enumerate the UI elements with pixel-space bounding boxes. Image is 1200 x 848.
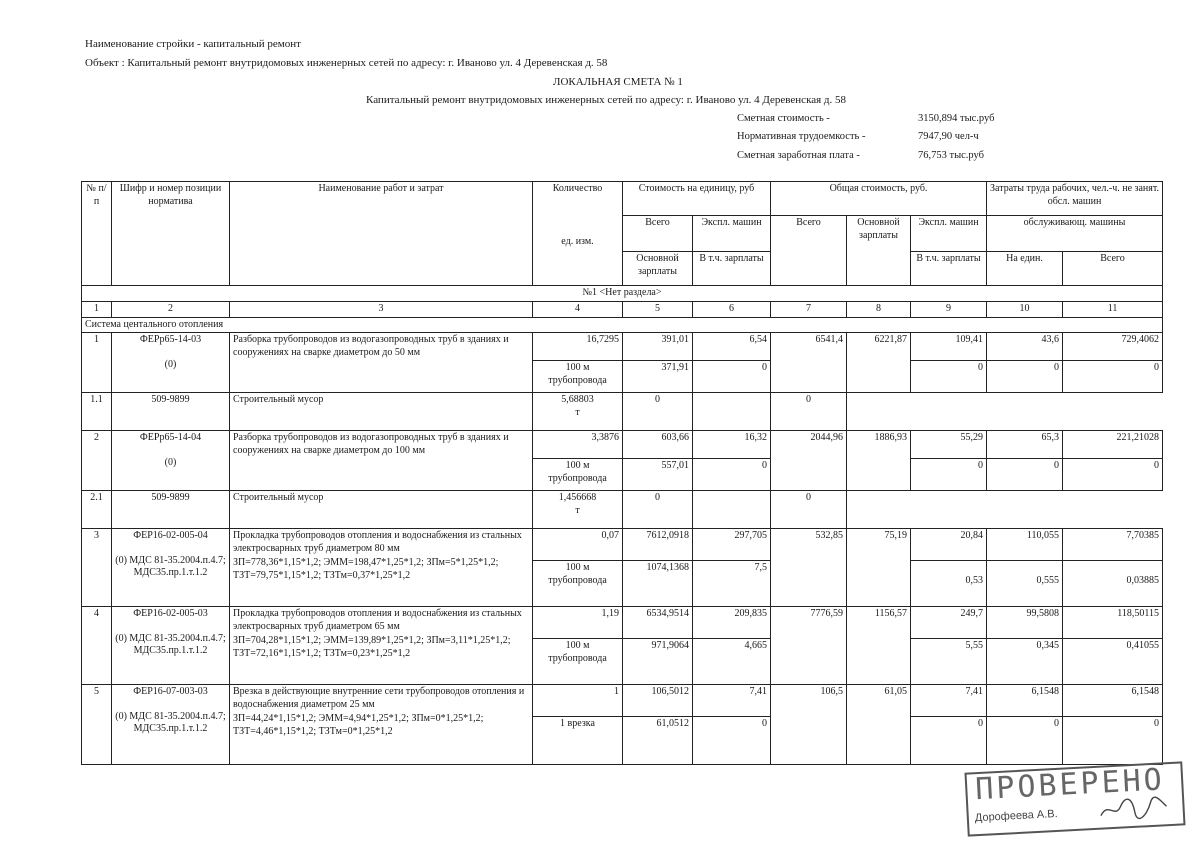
cell: 557,01	[623, 459, 693, 491]
row-code: ФЕР16-02-005-03 (0) МДС 81-35.2004.п.4.7; МДС35.пр.1.т.1.2	[112, 607, 230, 685]
col-number: 3	[230, 302, 533, 318]
cell: 0	[693, 717, 771, 765]
col-head-total: Всего	[771, 216, 847, 286]
row-unit: 100 м трубопровода	[533, 361, 623, 393]
cell: 971,9064	[623, 639, 693, 685]
cell: 55,29	[911, 431, 987, 459]
stamp-title: ПРОВЕРЕНО	[974, 762, 1166, 808]
cell: 603,66	[623, 431, 693, 459]
table-row	[82, 333, 1163, 361]
cell: 0,03885	[1063, 561, 1163, 607]
col-number: 4	[533, 302, 623, 318]
cell: 16,32	[693, 431, 771, 459]
col-head-unit: ед. изм.	[533, 216, 623, 286]
col-head-total-machines: Экспл. машин	[911, 216, 987, 252]
col-number: 11	[1063, 302, 1163, 318]
row-qty: 3,3876	[533, 431, 623, 459]
cell: 6,1548	[987, 685, 1063, 717]
col-number: 6	[693, 302, 771, 318]
cell: 7612,0918	[623, 529, 693, 561]
cell: 7,70385	[1063, 529, 1163, 561]
cell: 0,53	[911, 561, 987, 607]
row-name: Прокладка трубопроводов отопления и водоснабжения из стальных электросварных труб диаметром 80 мм ЗП=778,36*1,15*1,2; ЭММ=198,47*1,25*1,2; ЗПм=5*1,25*1,2; ТЗТ=79,75*1,15*1,2; ТЗТм=0,37*1,25*1,2	[230, 529, 533, 607]
summary-cost-label: Сметная стоимость -	[737, 113, 830, 124]
col-head-qty: Количество	[533, 182, 623, 216]
column-numbers-row	[82, 302, 1163, 318]
table-row	[82, 491, 1163, 529]
cell: 0	[987, 459, 1063, 491]
col-head-per-unit: На един.	[987, 252, 1063, 286]
row-no: 2.1	[82, 491, 112, 529]
row-name: Прокладка трубопроводов отопления и водоснабжения из стальных электросварных труб диаметром 65 мм ЗП=704,28*1,15*1,2; ЭММ=139,89*1,25*1,2; ЗПм=3,11*1,25*1,2; ТЗТ=72,16*1,15*1,2; ТЗТм=0,23*1,25*1,2	[230, 607, 533, 685]
cell: 99,5808	[987, 607, 1063, 639]
cell: 7,41	[693, 685, 771, 717]
cell: 2044,96	[771, 431, 847, 491]
cell: 109,41	[911, 333, 987, 361]
cell: 391,01	[623, 333, 693, 361]
row-name: Строительный мусор	[230, 393, 533, 431]
cell: 532,85	[771, 529, 847, 607]
cell: 5,55	[911, 639, 987, 685]
row-no: 4	[82, 607, 112, 685]
estimate-table	[81, 181, 1163, 765]
cell: 6,54	[693, 333, 771, 361]
row-no: 2	[82, 431, 112, 491]
row-code: ФЕРр65-14-03 (0)	[112, 333, 230, 393]
row-no: 5	[82, 685, 112, 765]
signature-icon	[1098, 794, 1169, 822]
col-head-code: Шифр и номер позиции норматива	[112, 182, 230, 286]
cell: 249,7	[911, 607, 987, 639]
col-head-total-incl-wage: В т.ч. зарплаты	[911, 252, 987, 286]
summary-labor-label: Нормативная трудоемкость -	[737, 131, 866, 142]
cell: 61,05	[847, 685, 911, 765]
table-row	[82, 607, 1163, 639]
verification-stamp	[964, 761, 1185, 836]
cell: 1156,57	[847, 607, 911, 685]
col-number: 10	[987, 302, 1063, 318]
cell: 209,835	[693, 607, 771, 639]
row-qty: 1	[533, 685, 623, 717]
stamp-name: Дорофеева А.В.	[974, 807, 1058, 825]
cell: 6,1548	[1063, 685, 1163, 717]
construction-name: Наименование стройки - капитальный ремонт	[85, 38, 301, 50]
cell: 20,84	[911, 529, 987, 561]
cell: 7776,59	[771, 607, 847, 685]
row-qty: 16,7295	[533, 333, 623, 361]
cell: 7,41	[911, 685, 987, 717]
cell: 0	[771, 491, 847, 529]
row-no: 1	[82, 333, 112, 393]
row-name: Строительный мусор	[230, 491, 533, 529]
section-label: №1 <Нет раздела>	[82, 286, 1163, 302]
cell: 0	[693, 361, 771, 393]
row-qty-unit: 1,456668 т	[533, 491, 623, 529]
table-row	[82, 393, 1163, 431]
cell: 7,5	[693, 561, 771, 607]
cell: 61,0512	[623, 717, 693, 765]
cell: 0	[1063, 459, 1163, 491]
cell: 371,91	[623, 361, 693, 393]
col-head-unit-total: Всего	[623, 216, 693, 252]
col-head-base-wage: Основной зарплаты	[847, 216, 911, 286]
document-title: ЛОКАЛЬНАЯ СМЕТА № 1	[553, 76, 683, 88]
cell: 0	[623, 393, 693, 431]
cell: 4,665	[693, 639, 771, 685]
col-head-unit-incl-wage: В т.ч. зарплаты	[693, 252, 771, 286]
cell: 0	[1063, 361, 1163, 393]
table-row	[82, 685, 1163, 717]
row-code: 509-9899	[112, 393, 230, 431]
summary-cost-value: 3150,894 тыс.руб	[918, 113, 995, 124]
row-qty: 1,19	[533, 607, 623, 639]
cell: 1886,93	[847, 431, 911, 491]
row-name: Разборка трубопроводов из водогазопроводных труб в зданиях и сооружениях на сварке диаметром до 100 мм	[230, 431, 533, 491]
table-row	[82, 529, 1163, 561]
cell: 110,055	[987, 529, 1063, 561]
cell: 1074,1368	[623, 561, 693, 607]
row-unit: 100 м трубопровода	[533, 639, 623, 685]
row-name: Разборка трубопроводов из водогазопроводных труб в зданиях и сооружениях на сварке диаметром до 50 мм	[230, 333, 533, 393]
cell: 6541,4	[771, 333, 847, 393]
col-head-labor: Затраты труда рабочих, чел.-ч. не занят. обсл. машин	[987, 182, 1163, 216]
cell: 118,50115	[1063, 607, 1163, 639]
cell: 75,19	[847, 529, 911, 607]
row-qty-unit: 5,68803 т	[533, 393, 623, 431]
cell: 106,5012	[623, 685, 693, 717]
col-number: 2	[112, 302, 230, 318]
row-qty: 0,07	[533, 529, 623, 561]
col-head-machine-service: обслуживающ. машины	[987, 216, 1163, 252]
row-code: ФЕР16-07-003-03 (0) МДС 81-35.2004.п.4.7; МДС35.пр.1.т.1.2	[112, 685, 230, 765]
cell: 106,5	[771, 685, 847, 765]
object-name: Объект : Капитальный ремонт внутридомовых инженерных сетей по адресу: г. Иваново ул. 4 Деревенская д. 58	[85, 57, 608, 69]
cell: 65,3	[987, 431, 1063, 459]
document-subtitle: Капитальный ремонт внутридомовых инженерных сетей по адресу: г. Иваново ул. 4 Деревенская д. 58	[366, 94, 847, 106]
cell: 221,21028	[1063, 431, 1163, 459]
col-number: 1	[82, 302, 112, 318]
summary-labor-value: 7947,90 чел-ч	[918, 131, 979, 142]
cell: 0	[623, 491, 693, 529]
row-unit: 100 м трубопровода	[533, 561, 623, 607]
cell: 0	[987, 717, 1063, 765]
row-unit: 1 врезка	[533, 717, 623, 765]
cell: 43,6	[987, 333, 1063, 361]
col-head-no: № п/п	[82, 182, 112, 286]
col-head-unit-cost: Стоимость на единицу, руб	[623, 182, 771, 216]
cell: 0	[911, 717, 987, 765]
table-row	[82, 431, 1163, 459]
col-head-labor-total: Всего	[1063, 252, 1163, 286]
col-number: 9	[911, 302, 987, 318]
cell: 0	[1063, 717, 1163, 765]
col-number: 8	[847, 302, 911, 318]
cell: 0	[911, 361, 987, 393]
cell: 0,555	[987, 561, 1063, 607]
cell: 0,345	[987, 639, 1063, 685]
cell: 297,705	[693, 529, 771, 561]
cell: 0,41055	[1063, 639, 1163, 685]
col-head-unit-wage: Основной зарплаты	[623, 252, 693, 286]
row-name: Врезка в действующие внутренние сети трубопроводов отопления и водоснабжения диаметром 25 мм ЗП=44,24*1,15*1,2; ЭММ=4,94*1,25*1,2; ЗПм=0*1,25*1,2; ТЗТ=4,46*1,15*1,2; ТЗТм=0*1,25*1,2	[230, 685, 533, 765]
cell: 0	[693, 459, 771, 491]
cell: 6534,9514	[623, 607, 693, 639]
row-no: 3	[82, 529, 112, 607]
cell: 729,4062	[1063, 333, 1163, 361]
col-head-unit-machines: Экспл. машин	[693, 216, 771, 252]
cell: 6221,87	[847, 333, 911, 393]
col-head-total-cost: Общая стоимость, руб.	[771, 182, 987, 216]
group-label: Система центального отопления	[82, 317, 1163, 333]
row-no: 1.1	[82, 393, 112, 431]
col-number: 5	[623, 302, 693, 318]
cell: 0	[911, 459, 987, 491]
cell: 0	[987, 361, 1063, 393]
cell: 0	[771, 393, 847, 431]
summary-wage-label: Сметная заработная плата -	[737, 150, 860, 161]
summary-wage-value: 76,753 тыс.руб	[918, 150, 984, 161]
row-code: 509-9899	[112, 491, 230, 529]
col-number: 7	[771, 302, 847, 318]
row-code: ФЕР16-02-005-04 (0) МДС 81-35.2004.п.4.7; МДС35.пр.1.т.1.2	[112, 529, 230, 607]
row-unit: 100 м трубопровода	[533, 459, 623, 491]
col-head-name: Наименование работ и затрат	[230, 182, 533, 286]
row-code: ФЕРр65-14-04 (0)	[112, 431, 230, 491]
